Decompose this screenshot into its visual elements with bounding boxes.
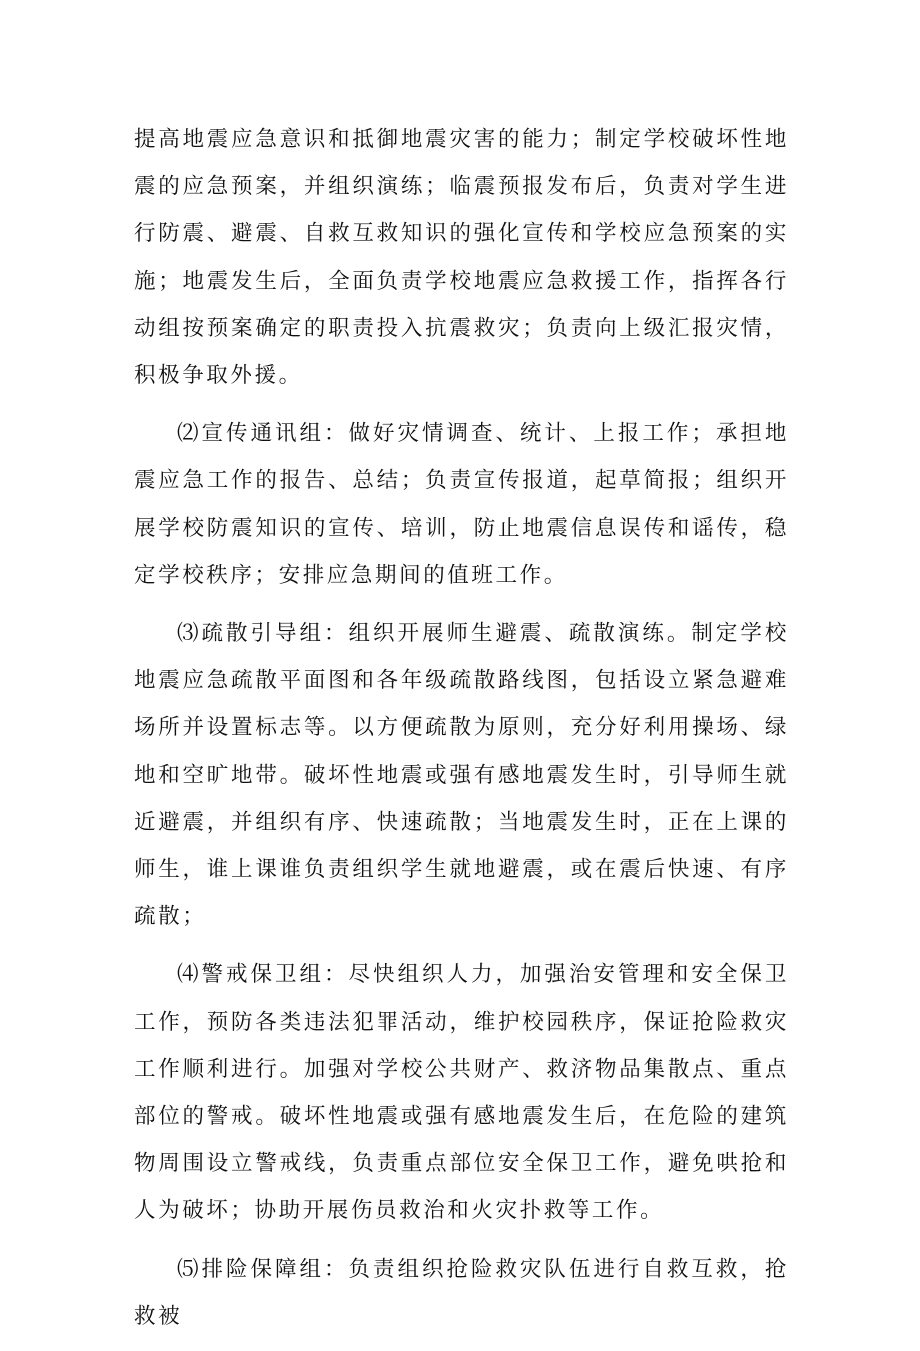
- paragraph-evacuation-guidance-group: ⑶疏散引导组：组织开展师生避震、疏散演练。制定学校地震应急疏散平面图和各年级疏散路线图，包括设立紧急避难场所并设置标志等。以方便疏散为原则，充分好利用操场、绿地和空旷地带。破坏性地震或强有感地震发生时，引导师生就近避震，并组织有序、快速疏散；当地震发生时，正在上课的师生，谁上课谁负责组织学生就地避震，或在震后快速、有序疏散；: [134, 621, 789, 930]
- paragraph-publicity-communication-group: ⑵宣传通讯组：做好灾情调查、统计、上报工作；承担地震应急工作的报告、总结；负责宣传报道，起草简报；组织开展学校防震知识的宣传、培训，防止地震信息误传和谣传，稳定学校秩序；安排应急期间的值班工作。: [134, 421, 789, 588]
- paragraph-security-guard-group: ⑷警戒保卫组：尽快组织人力，加强治安管理和安全保卫工作，预防各类违法犯罪活动，维护校园秩序，保证抢险救灾工作顺利进行。加强对学校公共财产、救济物品集散点、重点部位的警戒。破坏性地震或强有感地震发生后，在危险的建筑物周围设立警戒线，负责重点部位安全保卫工作，避免哄抢和人为破坏；协助开展伤员救治和火灾扑救等工作。: [134, 962, 789, 1224]
- paragraph-hazard-removal-group: ⑸排险保障组：负责组织抢险救灾队伍进行自救互救，抢救被: [134, 1256, 789, 1329]
- document-body: [134, 116, 789, 1351]
- paragraph-leadership-duties: 提高地震应急意识和抵御地震灾害的能力；制定学校破坏性地震的应急预案，并组织演练；临震预报发布后，负责对学生进行防震、避震、自救互救知识的强化宣传和学校应急预案的实施；地震发生后，全面负责学校地震应急救援工作，指挥各行动组按预案确定的职责投入抗震救灾；负责向上级汇报灾情，积极争取外援。: [134, 127, 789, 389]
